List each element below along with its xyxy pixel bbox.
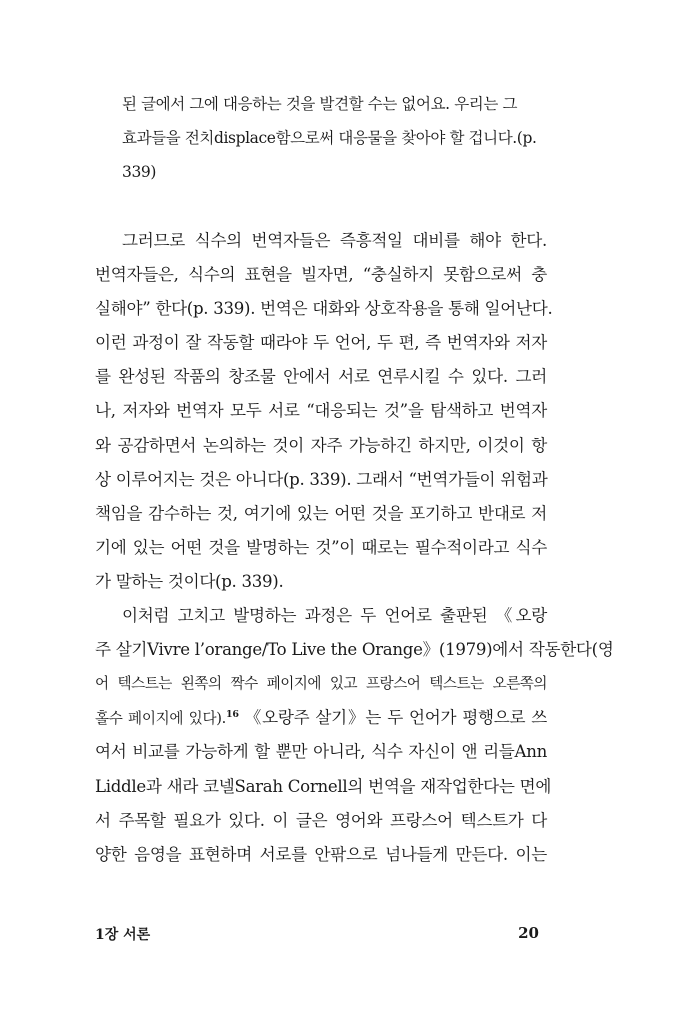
quote-line: 된 글에서 그에 대응하는 것을 발견할 수는 없어요. 우리는 그 xyxy=(122,95,518,113)
paragraph-line: 상 이루어지는 것은 아니다(p. 339). 그래서 “번역가들이 위험과 xyxy=(95,469,548,489)
paragraph-line: 이런 과정이 잘 작동할 때라야 두 언어, 두 편, 즉 번역자와 저자 xyxy=(95,333,547,353)
paragraph-line: 주 살기Vivre l’orange/To Live the Orange》(1979)에서 작동한다(영 xyxy=(95,640,614,660)
paragraph-line: 번역자들은, 식수의 표현을 빌자면, “충실하지 못함으로써 충 xyxy=(95,265,547,285)
block-quote xyxy=(122,87,547,189)
page-number: 20 xyxy=(518,924,539,942)
paragraph-line: 여서 비교를 가능하게 할 뿐만 아니라, 식수 자신이 앤 리들Ann xyxy=(95,742,547,762)
paragraph-line: 어 텍스트는 왼쪽의 짝수 페이지에 있고 프랑스어 텍스트는 오른쪽의 xyxy=(95,675,547,693)
paragraph-line: 양한 음영을 표현하며 서로를 안팎으로 넘나들게 만든다. 이는 xyxy=(95,844,547,864)
paragraph-line: 가 말하는 것이다(p. 339). xyxy=(95,571,284,591)
chapter-label: 1장 서론 xyxy=(95,927,151,943)
paragraph-line xyxy=(95,701,547,735)
paragraph-fragment: 홀수 페이지에 있다). xyxy=(95,710,227,728)
paragraph-line: 책임을 감수하는 것, 여기에 있는 어떤 것을 포기하고 반대로 저 xyxy=(95,503,547,523)
paragraph-line: 서 주목할 필요가 있다. 이 글은 영어와 프랑스어 텍스트가 다 xyxy=(95,810,547,830)
paragraph-line: 그러므로 식수의 번역자들은 즉흥적일 대비를 해야 한다. xyxy=(122,231,547,250)
footnote-reference[interactable]: 16 xyxy=(226,709,239,721)
page-footer xyxy=(95,924,539,946)
body-text xyxy=(95,224,614,872)
paragraph-line: Liddle과 새라 코넬Sarah Cornell의 번역을 재작업한다는 면에 xyxy=(95,776,552,796)
paragraph-line: 이처럼 고치고 발명하는 과정은 두 언어로 출판된 《오랑 xyxy=(122,606,547,626)
paragraph-fragment: 《오랑주 살기》는 두 언어가 평행으로 쓰 xyxy=(244,708,548,728)
paragraph-line: 기에 있는 어떤 것을 발명하는 것”이 때로는 필수적이라고 식수 xyxy=(95,537,547,557)
paragraph-line: 와 공감하면서 논의하는 것이 자주 가능하긴 하지만, 이것이 항 xyxy=(95,435,547,455)
paragraph-line: 를 완성된 작품의 창조물 안에서 서로 연루시킬 수 있다. 그러 xyxy=(95,367,547,387)
paragraph-line: 나, 저자와 번역자 모두 서로 “대응되는 것”을 탐색하고 번역자 xyxy=(95,401,547,421)
paragraph-line: 실해야” 한다(p. 339). 번역은 대화와 상호작용을 통해 일어난다. xyxy=(95,299,553,319)
quote-line: 339) xyxy=(122,163,157,181)
quote-line: 효과들을 전치displace함으로써 대응물을 찾아야 할 겁니다.(p. xyxy=(122,129,537,147)
